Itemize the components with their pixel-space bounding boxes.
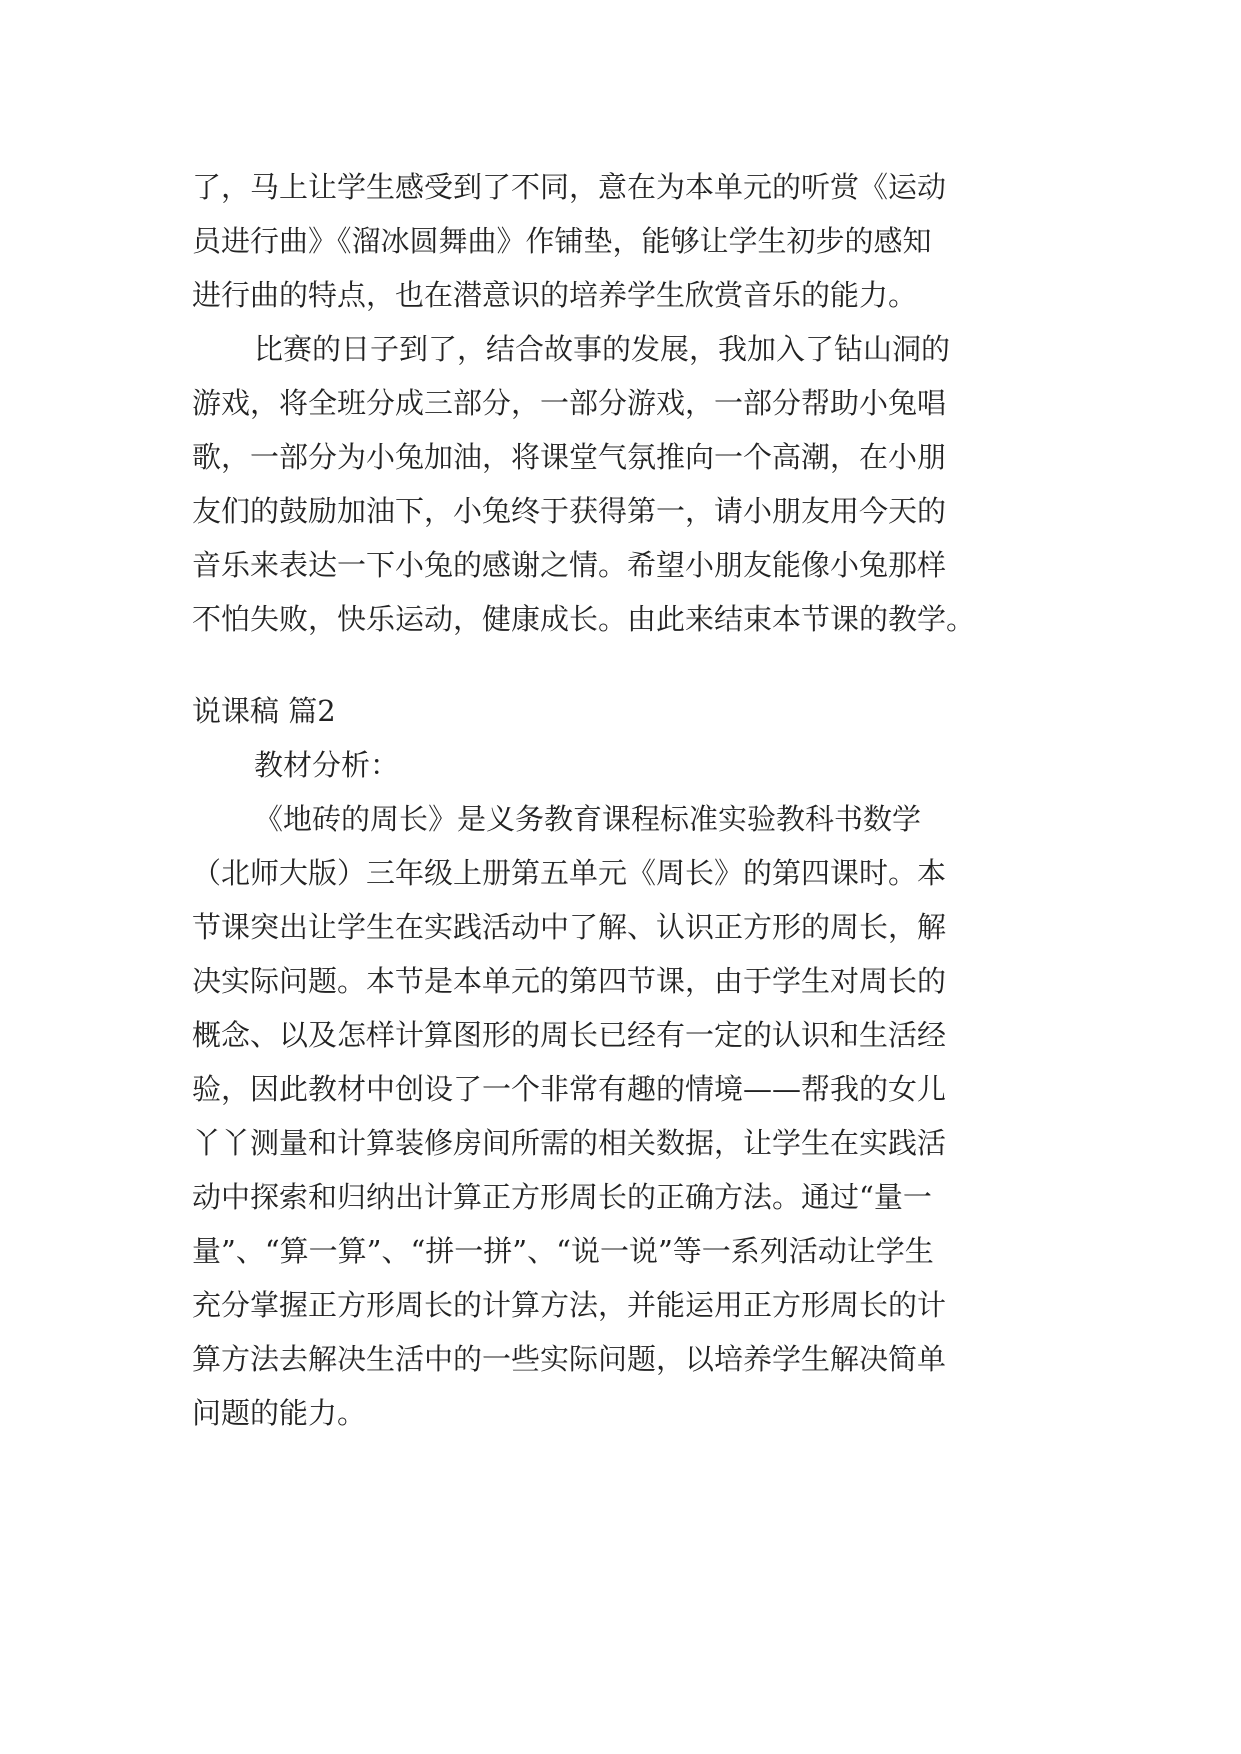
text-line: 算方法去解决生活中的一些实际问题，以培养学生解决简单 bbox=[192, 1342, 947, 1376]
text-line: 量”、“算一算”、“拼一拼”、“说一说”等一系列活动让学生 bbox=[192, 1234, 934, 1268]
text-line: 音乐来表达一下小兔的感谢之情。希望小朋友能像小兔那样 bbox=[192, 548, 947, 582]
text-line: 比赛的日子到了，结合故事的发展，我加入了钻山洞的 bbox=[254, 332, 951, 366]
text-line: 进行曲的特点，也在潜意识的培养学生欣赏音乐的能力。 bbox=[192, 278, 918, 312]
text-line: 决实际问题。本节是本单元的第四节课，由于学生对周长的 bbox=[192, 964, 947, 998]
text-line: （北师大版）三年级上册第五单元《周长》的第四课时。本 bbox=[192, 856, 947, 890]
section-title: 说课稿 篇2 bbox=[192, 694, 336, 728]
text-line: 员进行曲》《溜冰圆舞曲》作铺垫，能够让学生初步的感知 bbox=[192, 224, 932, 258]
text-line: 节课突出让学生在实践活动中了解、认识正方形的周长，解 bbox=[192, 910, 947, 944]
text-line: 丫丫测量和计算装修房间所需的相关数据，让学生在实践活 bbox=[192, 1126, 947, 1160]
text-line: 验，因此教材中创设了一个非常有趣的情境——帮我的女儿 bbox=[192, 1072, 947, 1106]
text-line: 歌，一部分为小兔加油，将课堂气氛推向一个高潮，在小朋 bbox=[192, 440, 947, 474]
text-line: 不怕失败，快乐运动，健康成长。由此来结束本节课的教学。 bbox=[192, 602, 976, 636]
paragraph-textbook-analysis bbox=[192, 792, 1052, 1440]
text-line: 问题的能力。 bbox=[192, 1396, 367, 1430]
paragraph-competition bbox=[192, 322, 1052, 646]
text-line: 充分掌握正方形周长的计算方法，并能运用正方形周长的计 bbox=[192, 1288, 947, 1322]
document-page bbox=[192, 160, 1052, 1440]
text-line: 动中探索和归纳出计算正方形周长的正确方法。通过“量一 bbox=[192, 1180, 932, 1214]
text-line: 《地砖的周长》是义务教育课程标准实验教科书数学 bbox=[254, 802, 922, 836]
paragraph-continuation bbox=[192, 160, 1052, 322]
text-line: 友们的鼓励加油下，小兔终于获得第一，请小朋友用今天的 bbox=[192, 494, 947, 528]
text-line: 了，马上让学生感受到了不同，意在为本单元的听赏《运动 bbox=[192, 170, 947, 204]
text-line: 概念、以及怎样计算图形的周长已经有一定的认识和生活经 bbox=[192, 1018, 947, 1052]
text-line: 游戏，将全班分成三部分，一部分游戏，一部分帮助小兔唱 bbox=[192, 386, 947, 420]
subheading: 教材分析： bbox=[254, 748, 400, 782]
